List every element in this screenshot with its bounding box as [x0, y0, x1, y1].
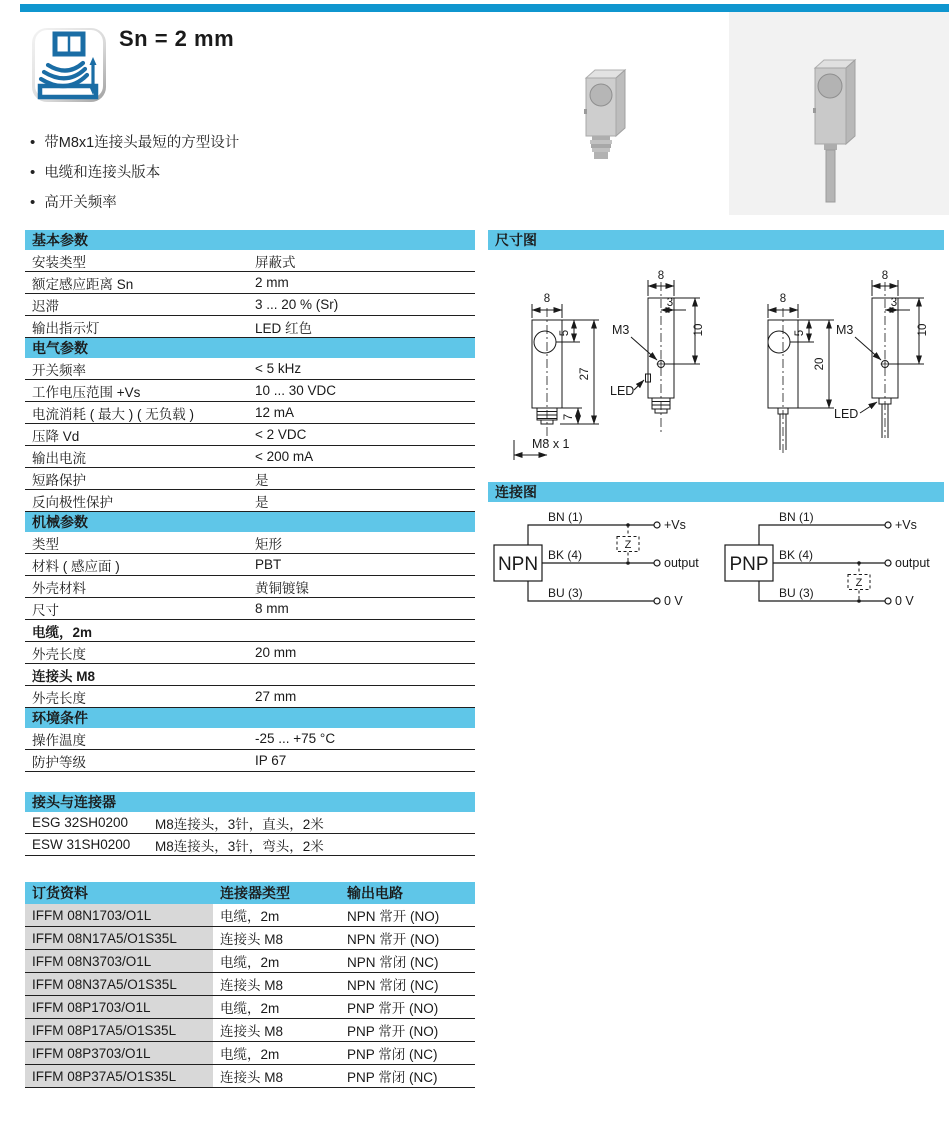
- product-photo-connector-version: [553, 25, 673, 200]
- page-title: Sn = 2 mm: [119, 26, 235, 51]
- wiring-diagram-npn: [488, 512, 713, 612]
- npn-box-label: NPN: [497, 554, 539, 575]
- connectors-table: [25, 792, 475, 856]
- spec-label: 类型: [32, 536, 59, 552]
- order-row: [25, 950, 475, 973]
- product-photo-panel: [729, 12, 949, 215]
- load-label: Z: [624, 539, 632, 551]
- terminal-label: 0 V: [664, 594, 683, 608]
- order-connector: 电缆，2m: [220, 909, 280, 924]
- spec-subheader-row: [25, 620, 475, 642]
- spec-label: 外壳材料: [32, 580, 86, 596]
- section-header: 机械参数: [25, 512, 475, 532]
- spec-row: [25, 424, 475, 446]
- load-label: Z: [855, 577, 863, 589]
- feature-list: [30, 131, 239, 221]
- spec-label: 短路保护: [32, 472, 86, 488]
- order-output: PNP 常开 (NO): [347, 1001, 439, 1016]
- section-header: 环境条件: [25, 708, 475, 728]
- order-connector: 连接头 M8: [220, 978, 284, 993]
- accent-bar: [20, 4, 949, 12]
- wiring-diagrams: [488, 512, 944, 612]
- terminal-label: +Vs: [895, 518, 917, 532]
- order-row: [25, 1019, 475, 1042]
- spec-value: < 5 kHz: [255, 361, 302, 376]
- spec-label: 压降 Vd: [32, 428, 80, 444]
- order-connector: 电缆，2m: [220, 1001, 280, 1016]
- terminal-label: +Vs: [664, 518, 686, 532]
- screw-label: M3: [612, 323, 630, 337]
- order-model: IFFM 08P1703/O1L: [25, 996, 213, 1018]
- terminal-label: output: [664, 556, 699, 570]
- spec-label: 开关频率: [32, 362, 86, 378]
- order-output: NPN 常开 (NO): [347, 909, 440, 924]
- order-connector: 电缆，2m: [220, 1047, 280, 1062]
- spec-label: 输出指示灯: [32, 320, 100, 336]
- spec-label: 反向极性保护: [32, 494, 113, 510]
- spec-label: 工作电压范围 +Vs: [32, 384, 141, 400]
- dim-fig-connector-side: [610, 270, 705, 432]
- connector-model: ESW 31SH0200: [32, 837, 131, 852]
- spec-label: 电流消耗 ( 最大 ) ( 无负载 ): [32, 406, 194, 422]
- spec-label: 材料 ( 感应面 ): [32, 558, 120, 574]
- dim-label: 5: [559, 329, 571, 337]
- order-col-output: 输出电路: [347, 885, 403, 901]
- order-table: [25, 882, 475, 1088]
- spec-value: -25 ... +75 °C: [255, 731, 336, 746]
- order-model: IFFM 08P17A5/O1S35L: [25, 1019, 213, 1041]
- spec-label: 输出电流: [32, 450, 86, 466]
- spec-row: [25, 316, 475, 338]
- spec-value: LED 红色: [255, 320, 313, 336]
- feature-item: • 高开关频率: [30, 191, 239, 212]
- connector-row: [25, 812, 475, 834]
- spec-label: 尺寸: [32, 602, 59, 618]
- led-label: LED: [610, 384, 635, 398]
- wire-label: BU (3): [548, 586, 583, 600]
- order-row: [25, 996, 475, 1019]
- order-table-header: [25, 882, 475, 904]
- dim-label: 8: [779, 293, 787, 305]
- screw-label: M3: [836, 323, 854, 337]
- order-output: NPN 常闭 (NC): [347, 978, 439, 993]
- spec-row: [25, 250, 475, 272]
- dim-fig-cable-front: [768, 293, 834, 456]
- spec-row: [25, 294, 475, 316]
- connector-desc: M8连接头，3针，弯头，2米: [155, 838, 324, 854]
- spec-value: < 2 VDC: [255, 427, 307, 442]
- dim-label: 3: [666, 297, 674, 309]
- terminal-label: output: [895, 556, 930, 570]
- spec-row: [25, 468, 475, 490]
- order-model: IFFM 08N1703/O1L: [25, 904, 213, 926]
- spec-row: [25, 750, 475, 772]
- spec-row: [25, 402, 475, 424]
- order-output: PNP 常闭 (NC): [347, 1070, 438, 1085]
- order-model: IFFM 08N17A5/O1S35L: [25, 927, 213, 949]
- connector-desc: M8连接头，3针，直头，2米: [155, 816, 324, 832]
- spec-value: 是: [255, 472, 269, 488]
- spec-value: 是: [255, 494, 269, 510]
- spec-value: 3 ... 20 % (Sr): [255, 297, 339, 312]
- dim-label: 8: [881, 270, 889, 282]
- wiring-diagram-pnp: [719, 512, 944, 612]
- dim-fig-connector-front: [514, 293, 599, 460]
- order-connector: 连接头 M8: [220, 932, 284, 947]
- spec-row: [25, 554, 475, 576]
- spec-subheader-row: [25, 664, 475, 686]
- drawings-column: [488, 230, 944, 612]
- wire-label: BK (4): [548, 548, 583, 562]
- spec-label: 操作温度: [32, 732, 86, 748]
- connector-model: ESG 32SH0200: [32, 815, 129, 830]
- spec-label: 额定感应距离 Sn: [32, 276, 134, 292]
- spec-label: 连接头 M8: [32, 668, 96, 684]
- order-row: [25, 1065, 475, 1088]
- spec-row: [25, 576, 475, 598]
- order-model: IFFM 08N3703/O1L: [25, 950, 213, 972]
- spec-row: [25, 446, 475, 468]
- dim-label: 8: [543, 293, 551, 305]
- spec-row: [25, 532, 475, 554]
- spec-label: 外壳长度: [32, 646, 86, 662]
- order-model: IFFM 08P37A5/O1S35L: [25, 1065, 213, 1087]
- section-header: 电气参数: [25, 338, 475, 358]
- spec-value: 屏蔽式: [255, 254, 296, 270]
- order-row: [25, 973, 475, 996]
- spec-value: < 200 mA: [255, 449, 314, 464]
- dim-label: 20: [814, 357, 826, 371]
- order-connector: 电缆，2m: [220, 955, 280, 970]
- spec-value: PBT: [255, 557, 282, 572]
- order-output: NPN 常开 (NO): [347, 932, 440, 947]
- section-header-wiring: 连接图: [488, 482, 944, 502]
- spec-value: 12 mA: [255, 405, 295, 420]
- order-output: NPN 常闭 (NC): [347, 955, 439, 970]
- spec-value: 20 mm: [255, 645, 297, 660]
- order-col-model: 订货资料: [32, 885, 88, 901]
- spec-row: [25, 490, 475, 512]
- dim-label: 8: [657, 270, 665, 282]
- order-model: IFFM 08N37A5/O1S35L: [25, 973, 213, 995]
- order-output: PNP 常闭 (NC): [347, 1047, 438, 1062]
- dim-label: 3: [890, 297, 898, 309]
- dim-label: 27: [579, 367, 591, 381]
- section-header: 基本参数: [25, 230, 475, 250]
- spec-row: [25, 598, 475, 620]
- spec-value: 8 mm: [255, 601, 289, 616]
- sensor-body: [584, 70, 625, 159]
- wire-label: BN (1): [779, 512, 814, 524]
- order-output: PNP 常开 (NO): [347, 1024, 439, 1039]
- wire-label: BK (4): [779, 548, 814, 562]
- sensor-body: [813, 60, 855, 202]
- dim-label: 10: [917, 323, 929, 337]
- order-row: [25, 927, 475, 950]
- order-row: [25, 1042, 475, 1065]
- spec-row: [25, 272, 475, 294]
- specifications-column: [25, 230, 475, 1088]
- feature-item: • 带M8x1连接头最短的方型设计: [30, 131, 239, 152]
- order-col-connector: 连接器类型: [220, 885, 290, 901]
- dimension-drawing: [488, 264, 944, 476]
- spec-value: 2 mm: [255, 275, 289, 290]
- spec-table: [25, 230, 475, 772]
- thread-label: M8 x 1: [532, 437, 570, 451]
- dim-label: 10: [693, 323, 705, 337]
- order-connector: 连接头 M8: [220, 1024, 284, 1039]
- product-photo-cable-version: [729, 12, 949, 215]
- dim-fig-cable-side: [834, 270, 929, 438]
- dim-label: 5: [794, 329, 806, 337]
- connector-row: [25, 834, 475, 856]
- section-header-connectors: 接头与连接器: [25, 792, 475, 812]
- wire-label: BU (3): [779, 586, 814, 600]
- spec-value: 黄铜镀镍: [255, 580, 309, 596]
- spec-row: [25, 380, 475, 402]
- inductive-sensor-icon: [31, 27, 107, 103]
- feature-item: • 电缆和连接头版本: [30, 161, 239, 182]
- spec-row: [25, 358, 475, 380]
- led-label: LED: [834, 407, 859, 421]
- spec-value: 27 mm: [255, 689, 297, 704]
- spec-row: [25, 686, 475, 708]
- order-connector: 连接头 M8: [220, 1070, 284, 1085]
- order-model: IFFM 08P3703/O1L: [25, 1042, 213, 1064]
- spec-value: 矩形: [255, 536, 282, 552]
- spec-value: IP 67: [255, 753, 287, 768]
- order-table-rows: [25, 904, 475, 1088]
- terminal-label: 0 V: [895, 594, 914, 608]
- order-row: [25, 904, 475, 927]
- spec-label: 迟滞: [32, 298, 59, 314]
- spec-value: 10 ... 30 VDC: [255, 383, 337, 398]
- pnp-box-label: PNP: [729, 554, 769, 575]
- spec-label: 防护等级: [32, 754, 86, 770]
- spec-row: [25, 728, 475, 750]
- spec-label: 外壳长度: [32, 690, 86, 706]
- spec-label: 电缆，2m: [32, 624, 93, 640]
- section-header-dimensions: 尺寸图: [488, 230, 944, 250]
- spec-label: 安装类型: [32, 254, 86, 270]
- connectors-table-rows: [25, 812, 475, 856]
- wire-label: BN (1): [548, 512, 583, 524]
- dim-label: 7: [563, 413, 575, 421]
- spec-row: [25, 642, 475, 664]
